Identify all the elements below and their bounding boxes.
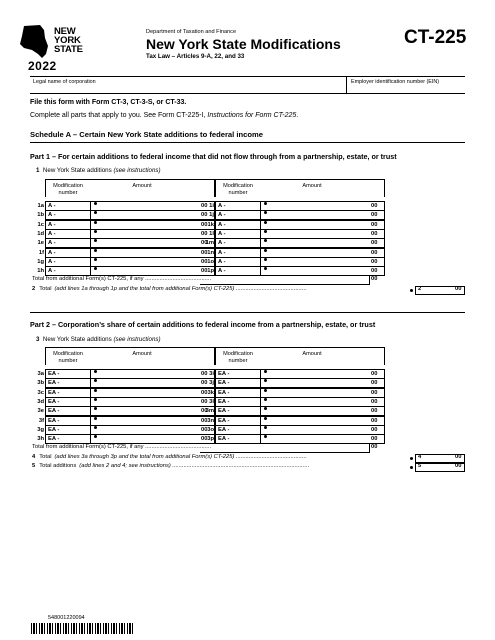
modification-code: A - xyxy=(218,268,226,275)
modification-code: EA - xyxy=(218,436,230,443)
line-number: 1m xyxy=(205,240,214,247)
line-number: 3g xyxy=(37,426,44,433)
line-number: 1j xyxy=(209,212,214,219)
line-number: 3p xyxy=(207,436,214,443)
modification-code: EA - xyxy=(48,398,60,405)
part2-total-line-line5 xyxy=(32,463,412,469)
modification-code: A - xyxy=(48,221,56,228)
line-number: 1c xyxy=(37,221,44,228)
total-line-note: (add lines 3a through 3p and the total from additional Form(s) CT-225) ............................................ xyxy=(54,454,307,461)
barcode-number: 548001220094 xyxy=(48,615,85,621)
line3-note: (see instructions) xyxy=(113,336,161,343)
line-number: 1i xyxy=(209,203,214,209)
part1-amt-header-1: Amount xyxy=(302,183,322,189)
part-divider-rule xyxy=(30,312,465,313)
logo-line-3: STATE xyxy=(54,44,83,55)
part2-header-box-0 xyxy=(45,347,215,365)
amount-cents: 00 xyxy=(371,389,378,396)
additional-total-cents: 00 xyxy=(371,444,378,451)
nys-logo xyxy=(18,24,88,80)
part2-mod-header-1: Modification number xyxy=(223,351,253,364)
part2-total-line-line4 xyxy=(32,454,412,460)
total-box-number: 5 xyxy=(418,463,422,470)
complete-suffix: . xyxy=(296,112,299,119)
entry-marker-icon xyxy=(410,466,413,469)
modification-code: A - xyxy=(48,268,56,275)
line-number: 3j xyxy=(209,380,214,387)
line-number: 3l xyxy=(209,398,214,405)
table-row xyxy=(30,266,208,276)
line3-label: New York State additions xyxy=(42,336,112,343)
part2-header-box-1 xyxy=(215,347,385,365)
modification-code: A - xyxy=(218,221,226,228)
complete-instructions xyxy=(30,112,298,119)
logo-line-1: NEW xyxy=(54,26,76,37)
line-number: 3o xyxy=(207,426,214,433)
line-number: 1b xyxy=(37,212,44,219)
amount-cents: 00 xyxy=(371,408,378,415)
complete-prefix: Complete all parts that apply to you. See Form CT-225-I, xyxy=(30,112,208,119)
amount-field[interactable] xyxy=(92,434,200,444)
line-number: 1h xyxy=(37,268,44,275)
modification-code: A - xyxy=(218,240,226,247)
line-number: 3m xyxy=(205,408,214,415)
part1-header-box-1 xyxy=(215,179,385,197)
modification-code: A - xyxy=(48,249,56,256)
amount-cents: 00 xyxy=(201,268,208,275)
line-number: 3f xyxy=(38,417,44,424)
modification-code: A - xyxy=(48,240,56,247)
amount-cents: 00 xyxy=(201,408,208,415)
legal-name-label: Legal name of corporation xyxy=(33,79,96,85)
line-number: 3b xyxy=(37,380,44,387)
amount-cents: 00 xyxy=(371,398,378,405)
modification-code: A - xyxy=(48,230,56,237)
line1-note: (see instructions) xyxy=(113,167,161,174)
part1-title: Part 1 – For certain additions to federal income that did not flow through from a partnership, estate, or trust xyxy=(30,152,397,161)
modification-code: A - xyxy=(218,203,226,209)
total-line-number: 5 xyxy=(32,463,36,470)
line-number: 3c xyxy=(37,389,44,396)
amount-cents: 00 xyxy=(201,258,208,265)
line-number: 1d xyxy=(37,230,44,237)
amount-cents: 00 xyxy=(371,426,378,433)
entry-marker-icon xyxy=(410,457,413,460)
line-number: 1n xyxy=(207,249,214,256)
amount-cents: 00 xyxy=(371,436,378,443)
part1-total-line-line2 xyxy=(32,286,412,292)
modification-code: EA - xyxy=(48,380,60,387)
instructions-reference: Instructions for Form CT-225 xyxy=(207,112,297,119)
amount-cents: 00 xyxy=(371,230,378,237)
modification-code: EA - xyxy=(218,371,230,377)
line-number: 1e xyxy=(37,240,44,247)
amount-cents: 00 xyxy=(201,398,208,405)
amount-cents: 00 xyxy=(371,212,378,219)
additional-forms-total-label: Total from additional Form(s) CT-225, if any ......................................... xyxy=(32,444,212,451)
line-number: 3a xyxy=(37,371,44,377)
amount-cents: 00 xyxy=(371,258,378,265)
additional-total-field[interactable] xyxy=(200,275,370,285)
line-number: 3k xyxy=(207,389,214,396)
amount-cents: 00 xyxy=(201,212,208,219)
form-title: New York State Modifications xyxy=(146,36,341,52)
line-number: 3h xyxy=(37,436,44,443)
department-name: Department of Taxation and Finance xyxy=(146,29,237,35)
line-number: 1f xyxy=(38,249,44,256)
amount-cents: 00 xyxy=(201,203,208,209)
modification-code: A - xyxy=(218,230,226,237)
total-cents: 00 xyxy=(455,454,462,461)
schedule-a-title: Schedule A – Certain New York State additions to federal income xyxy=(30,130,263,139)
amount-cents: 00 xyxy=(371,380,378,387)
amount-cents: 00 xyxy=(201,389,208,396)
total-line-label: Total additions xyxy=(39,463,77,470)
modification-code: A - xyxy=(48,212,56,219)
ein-label: Employer identification number (EIN) xyxy=(351,79,440,85)
part1-mod-header-1: Modification number xyxy=(223,183,253,196)
part1-mod-header-0: Modification number xyxy=(53,183,83,196)
line-number: 1g xyxy=(37,258,44,265)
modification-code: A - xyxy=(48,258,56,265)
entry-marker-icon xyxy=(410,289,413,292)
table-row xyxy=(30,434,208,444)
line-number: 1p xyxy=(207,268,214,275)
additional-forms-total-label: Total from additional Form(s) CT-225, if any ......................................... xyxy=(32,276,212,283)
modification-code: EA - xyxy=(218,389,230,396)
part2-amt-header-0: Amount xyxy=(132,351,152,357)
line-number: 3i xyxy=(209,371,214,377)
line-number: 3d xyxy=(37,398,44,405)
line3-number: 3 xyxy=(36,336,40,343)
modification-code: A - xyxy=(48,203,56,209)
amount-cents: 00 xyxy=(371,221,378,228)
total-line-note: (add lines 2 and 4; see instructions) ..................................................................................... xyxy=(79,463,310,470)
amount-cents: 00 xyxy=(201,426,208,433)
modification-code: A - xyxy=(218,212,226,219)
total-cents: 00 xyxy=(455,463,462,470)
id-divider xyxy=(346,77,347,94)
logo-line-2: YORK xyxy=(54,35,81,46)
amount-cents: 00 xyxy=(201,230,208,237)
part2-mod-header-0: Modification number xyxy=(53,351,83,364)
modification-code: EA - xyxy=(218,426,230,433)
logo-wordmark xyxy=(54,27,83,54)
part1-header-box-0 xyxy=(45,179,215,197)
logo-year: 2022 xyxy=(28,59,57,73)
identification-box xyxy=(30,76,465,94)
total-box-number: 4 xyxy=(418,454,422,461)
amount-cents: 00 xyxy=(371,240,378,247)
amount-cents: 00 xyxy=(371,417,378,424)
amount-field[interactable] xyxy=(92,266,200,276)
new-york-map-icon xyxy=(18,24,50,60)
line-number: 1k xyxy=(207,221,214,228)
amount-cents: 00 xyxy=(371,371,378,377)
line1-number: 1 xyxy=(36,167,40,174)
amount-cents: 00 xyxy=(201,221,208,228)
total-line-label: Total xyxy=(39,286,52,293)
line-number: 3n xyxy=(207,417,214,424)
part2-title: Part 2 – Corporation’s share of certain additions to federal income from a partnership, estate, or trust xyxy=(30,320,376,329)
form-number: CT-225 xyxy=(404,27,467,48)
amount-cents: 00 xyxy=(371,203,378,209)
amount-cents: 00 xyxy=(201,371,208,377)
line1-header xyxy=(36,167,161,174)
additional-total-field[interactable] xyxy=(200,443,370,453)
barcode xyxy=(31,623,135,634)
additional-total-cents: 00 xyxy=(371,276,378,283)
modification-code: EA - xyxy=(48,408,60,415)
form-subtitle: Tax Law – Articles 9-A, 22, and 33 xyxy=(146,53,245,60)
line-number: 3e xyxy=(37,408,44,415)
modification-code: EA - xyxy=(218,398,230,405)
modification-code: EA - xyxy=(48,389,60,396)
line-number: 1o xyxy=(207,258,214,265)
file-with-text: File this form with Form CT-3, CT-3-S, or CT-33. xyxy=(30,99,187,106)
total-line-number: 4 xyxy=(32,454,36,461)
line-number: 1l xyxy=(209,230,214,237)
total-line-label: Total xyxy=(39,454,52,461)
section-rule xyxy=(30,142,465,143)
amount-cents: 00 xyxy=(371,268,378,275)
amount-cents: 00 xyxy=(201,436,208,443)
modification-code: EA - xyxy=(218,417,230,424)
line-number: 1a xyxy=(37,203,44,209)
amount-cents: 00 xyxy=(201,380,208,387)
line1-label: New York State additions xyxy=(42,167,112,174)
amount-cents: 00 xyxy=(201,249,208,256)
amount-cents: 00 xyxy=(201,417,208,424)
total-line-number: 2 xyxy=(32,286,36,293)
total-box-number: 2 xyxy=(418,286,422,293)
total-cents: 00 xyxy=(455,286,462,293)
modification-code: EA - xyxy=(218,408,230,415)
modification-code: EA - xyxy=(48,371,60,377)
modification-code: EA - xyxy=(48,417,60,424)
modification-code: EA - xyxy=(218,380,230,387)
line3-header xyxy=(36,336,161,343)
amount-cents: 00 xyxy=(371,249,378,256)
modification-code: EA - xyxy=(48,426,60,433)
modification-code: EA - xyxy=(48,436,60,443)
modification-code: A - xyxy=(218,258,226,265)
part1-amt-header-0: Amount xyxy=(132,183,152,189)
amount-cents: 00 xyxy=(201,240,208,247)
modification-code: A - xyxy=(218,249,226,256)
part2-amt-header-1: Amount xyxy=(302,351,322,357)
total-line-note: (add lines 1a through 1p and the total from additional Form(s) CT-225) ............................................ xyxy=(54,286,307,293)
